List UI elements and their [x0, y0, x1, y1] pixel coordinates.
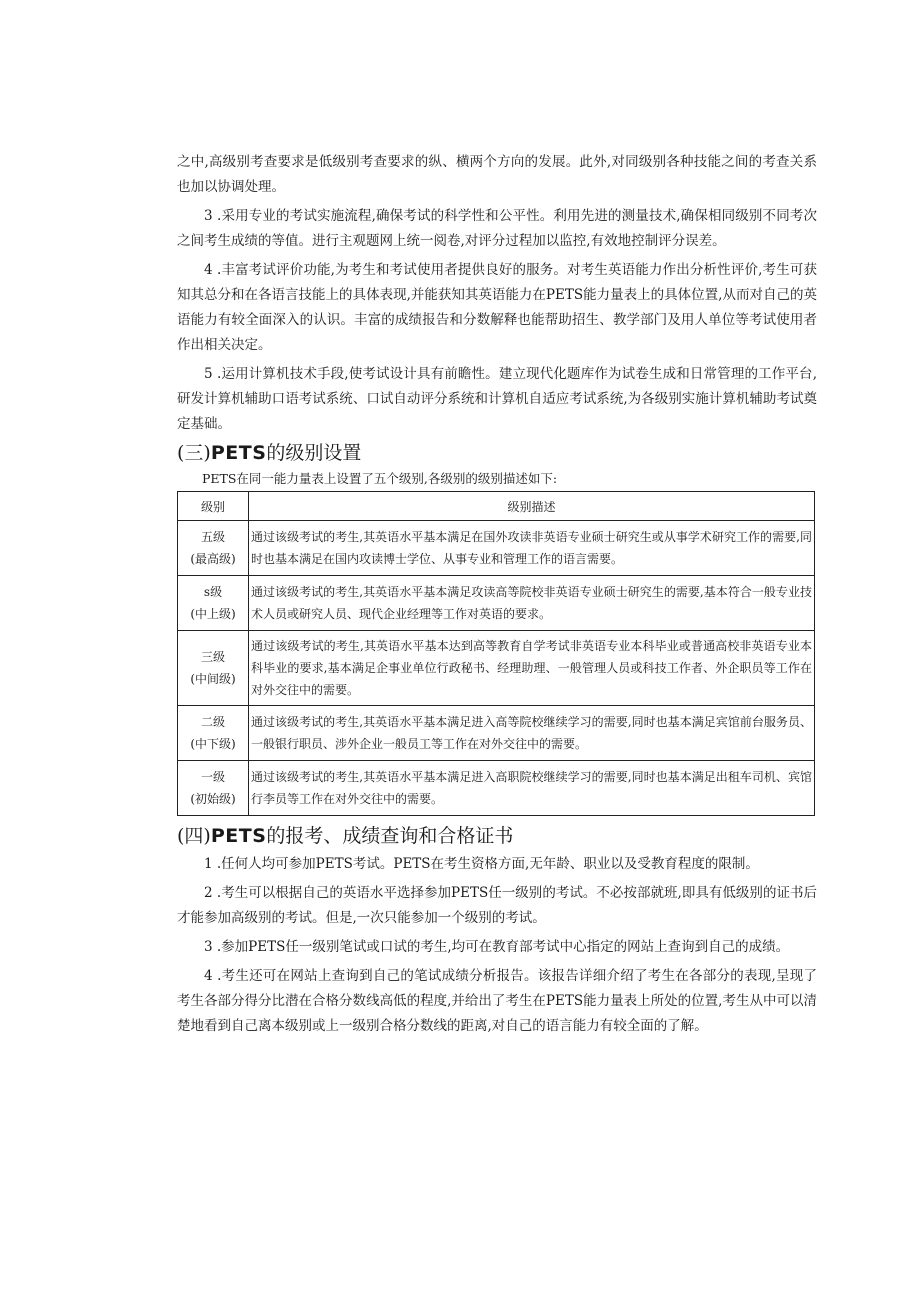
level-sub: (初始级) [190, 792, 236, 806]
header-level: 级别 [178, 492, 249, 521]
table-header-row [178, 492, 815, 521]
table-row [178, 631, 815, 706]
registration-item-4: 4 .考生还可在网站上查询到自己的笔试成绩分析报告。该报告详细介绍了考生在各部分的表现,呈现了考生各部分得分比潜在合格分数线高低的程度,并给出了考生在PETS能力量表上所处的位置,考生从中可以清楚地看到自己离本级别或上一级别合格分数线的距离,对自己的语言能力有较全面的了解。 [177, 968, 817, 1034]
table-row [178, 761, 815, 816]
section-4-pets: PETS [210, 825, 267, 847]
level-description: 通过该级考试的考生,其英语水平基本达到高等教育自学考试非英语专业本科毕业或普通高校非英语专业本科毕业的要求,基本满足企事业单位行政秘书、经理助理、一般管理人员或科技工作者、外企职员等工作在对外交往中的需要。 [249, 631, 815, 706]
section-3-suffix: 的级别设置 [266, 442, 362, 464]
section-3-prefix: (三) [177, 442, 211, 464]
level-table [177, 491, 815, 816]
registration-item-3: 3 .参加PETS任一级别笔试或口试的考生,均可在教育部考试中心指定的网站上查询到自己的成绩。 [204, 939, 790, 955]
document-page [177, 150, 817, 1039]
section-3-heading [177, 437, 817, 469]
registration-item-1: 1 .任何人均可参加PETS考试。PETS在考生资格方面,无年龄、职业以及受教育程度的限制。 [204, 856, 759, 872]
level-description: 通过该级考试的考生,其英语水平基本满足在国外攻读非英语专业硕士研究生或从事学术研究工作的需要,同时也基本满足在国内攻读博士学位、从事专业和管理工作的语言需要。 [249, 521, 815, 576]
header-description: 级别描述 [249, 492, 815, 521]
level-description: 通过该级考试的考生,其英语水平基本满足进入高等院校继续学习的需要,同时也基本满足宾馆前台服务员、一般银行职员、涉外企业一般员工等工作在对外交往中的需要。 [249, 706, 815, 761]
level-sub: (中间级) [190, 672, 236, 686]
level-name: 三级 [200, 650, 225, 664]
level-name: 一级 [200, 770, 225, 784]
table-row [178, 706, 815, 761]
section-4-suffix: 的报考、成绩查询和合格证书 [266, 825, 514, 847]
intro-paragraph: 之中,高级别考查要求是低级别考查要求的纵、横两个方向的发展。此外,对同级别各种技能之间的考查关系也加以协调处理。 [177, 154, 817, 195]
registration-item-2: 2 .考生可以根据自己的英语水平选择参加PETS任一级别的考试。不必按部就班,即具有低级别的证书后才能参加高级别的考试。但是,一次只能参加一个级别的考试。 [177, 885, 817, 926]
section-3-pets: PETS [210, 442, 267, 464]
table-row [178, 521, 815, 576]
level-name: 五级 [200, 530, 225, 544]
level-sub: (中上级) [190, 607, 236, 621]
level-cell [178, 706, 249, 761]
level-sub: (最高级) [190, 552, 236, 566]
principle-5: 5 .运用计算机技术手段,使考试设计具有前瞻性。建立现代化题库作为试卷生成和日常管理的工作平台,研发计算机辅助口语考试系统、口试自动评分系统和计算机自适应考试系统,为各级别实施计算机辅助考试奠定基础。 [177, 366, 817, 432]
level-description: 通过该级考试的考生,其英语水平基本满足进入高职院校继续学习的需要,同时也基本满足出租车司机、宾馆行李员等工作在对外交往中的需要。 [249, 761, 815, 816]
table-row [178, 576, 815, 631]
level-cell [178, 576, 249, 631]
section-4-heading [177, 820, 817, 852]
principle-3: 3 .采用专业的考试实施流程,确保考试的科学性和公平性。利用先进的测量技术,确保相同级别不同考次之间考生成绩的等值。进行主观题网上统一阅卷,对评分过程加以监控,有效地控制评分误差。 [177, 208, 817, 249]
level-name: 二级 [200, 715, 225, 729]
level-cell [178, 631, 249, 706]
level-name: s级 [203, 585, 223, 599]
level-description: 通过该级考试的考生,其英语水平基本满足攻读高等院校非英语专业硕士研究生的需要,基本符合一般专业技术人员或研究人员、现代企业经理等工作对英语的要求。 [249, 576, 815, 631]
section-4-prefix: (四) [177, 825, 211, 847]
level-cell [178, 521, 249, 576]
principle-4: 4 .丰富考试评价功能,为考生和考试使用者提供良好的服务。对考生英语能力作出分析性评价,考生可获知其总分和在各语言技能上的具体表现,并能获知其英语能力在PETS能力量表上的具体位置,从而对自己的英语能力有较全面深入的认识。丰富的成绩报告和分数解释也能帮助招生、教学部门及用人单位等考试使用者作出相关决定。 [177, 262, 817, 353]
level-cell [178, 761, 249, 816]
level-sub: (中下级) [190, 737, 236, 751]
table-intro: PETS在同一能力量表上设置了五个级别,各级别的级别描述如下: [202, 471, 558, 486]
